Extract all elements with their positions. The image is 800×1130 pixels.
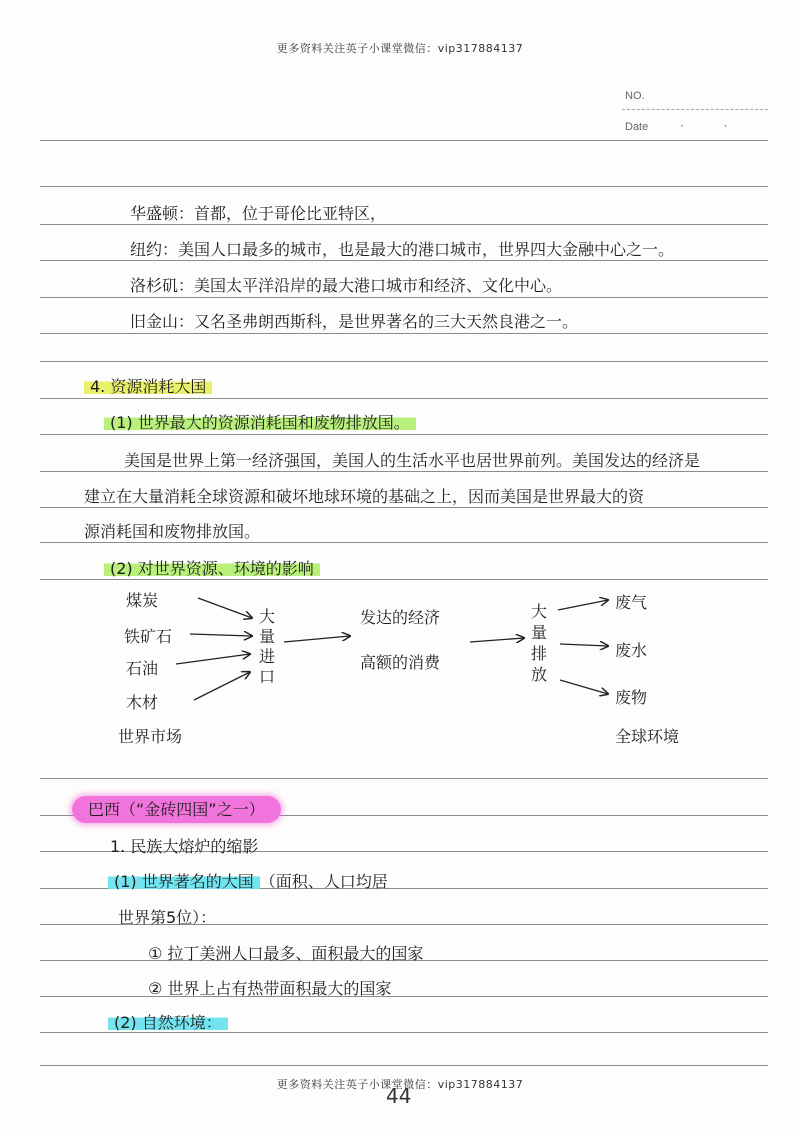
header-note: 更多资料关注英子小课堂微信：vip317884137 [276, 42, 524, 55]
brazil-sec1: 1. 民族大熔炉的缩影 [110, 837, 259, 856]
emit-label-char: 排 [530, 644, 547, 663]
section-4-para-line: 美国是世界上第一经济强国，美国人的生活水平也居世界前列。美国发达的经济是 [124, 451, 701, 470]
no-dash-line [622, 109, 768, 110]
city-san-francisco: 旧金山：又名圣弗朗西斯科，是世界著名的三大天然良港之一。 [130, 312, 579, 331]
ruled-line [40, 333, 768, 334]
diagram-middle: 发达的经济 [360, 608, 441, 627]
city-washington: 华盛顿：首都，位于哥伦比亚特区， [130, 204, 387, 223]
ruled-line [40, 778, 768, 779]
emit-label-char: 大 [530, 602, 547, 621]
brazil-sub1-highlight: (1) 世界著名的大国 [108, 872, 260, 891]
ruled-line [40, 542, 768, 543]
brazil-sub2 [108, 1010, 228, 1033]
import-label-char: 量 [258, 627, 275, 646]
diagram-input: 铁矿石 [124, 627, 173, 646]
city-los-angeles: 洛杉矶：美国太平洋沿岸的最大港口城市和经济、文化中心。 [130, 276, 563, 295]
date-label: Date [625, 121, 649, 133]
page-number: 44 [386, 1084, 412, 1108]
section-4-sub2 [104, 556, 320, 579]
section-4-para-line: 源消耗国和废物排放国。 [84, 522, 261, 541]
diagram-right-footer: 全球环境 [615, 727, 680, 746]
import-label-char: 口 [258, 667, 275, 686]
diagram-left-footer: 世界市场 [118, 727, 183, 746]
section-4-sub1-text: (1) 世界最大的资源消耗国和废物排放国。 [104, 413, 416, 432]
emit-label-char: 量 [530, 623, 547, 642]
section-4-title-text: 4. 资源消耗大国 [84, 377, 212, 396]
brazil-point: ① 拉丁美洲人口最多、面积最大的国家 [148, 944, 424, 963]
ruled-line [40, 224, 768, 225]
section-4-para-line: 建立在大量消耗全球资源和破坏地球环境的基础之上，因而美国是世界最大的资 [84, 487, 645, 506]
ruled-line [40, 186, 768, 187]
diagram-input: 木材 [126, 693, 159, 712]
import-label-char: 进 [258, 647, 275, 666]
section-4-title [84, 374, 212, 397]
diagram-output: 废物 [615, 688, 648, 707]
diagram-middle: 高额的消费 [360, 653, 441, 672]
date-dots: · · [680, 119, 746, 133]
brazil-sub1-cont: 世界第5位）： [118, 908, 217, 927]
no-label: NO. [625, 90, 645, 102]
diagram-input: 石油 [126, 659, 159, 678]
ruled-line [40, 434, 768, 435]
import-label-char: 大 [258, 607, 275, 626]
ruled-line [40, 398, 768, 399]
ruled-line [40, 471, 768, 472]
emit-label-char: 放 [530, 665, 547, 684]
ruled-line [40, 1065, 768, 1066]
section-4-sub2-text: (2) 对世界资源、环境的影响 [104, 559, 320, 578]
brazil-title [72, 797, 281, 820]
brazil-point: ② 世界上占有热带面积最大的国家 [148, 979, 392, 998]
diagram-output: 废气 [615, 593, 648, 612]
city-new-york: 纽约：美国人口最多的城市，也是最大的港口城市，世界四大金融中心之一。 [130, 240, 675, 259]
diagram-input: 煤炭 [126, 591, 159, 610]
section-4-sub1 [104, 410, 416, 433]
ruled-line [40, 361, 768, 362]
ruled-line [40, 260, 768, 261]
brazil-sub1 [108, 869, 388, 892]
ruled-line [40, 579, 768, 580]
brazil-sub2-text: (2) 自然环境： [108, 1013, 228, 1032]
brazil-title-text: 巴西（“金砖四国”之一） [72, 796, 281, 823]
diagram-output: 废水 [615, 641, 648, 660]
ruled-line [40, 507, 768, 508]
ruled-line [40, 297, 768, 298]
ruled-line [40, 140, 768, 141]
footer-note: 更多资料关注英子小课堂微信：vip317884137 [276, 1078, 524, 1091]
brazil-sub1-rest: （面积、人口均居 [259, 872, 388, 891]
